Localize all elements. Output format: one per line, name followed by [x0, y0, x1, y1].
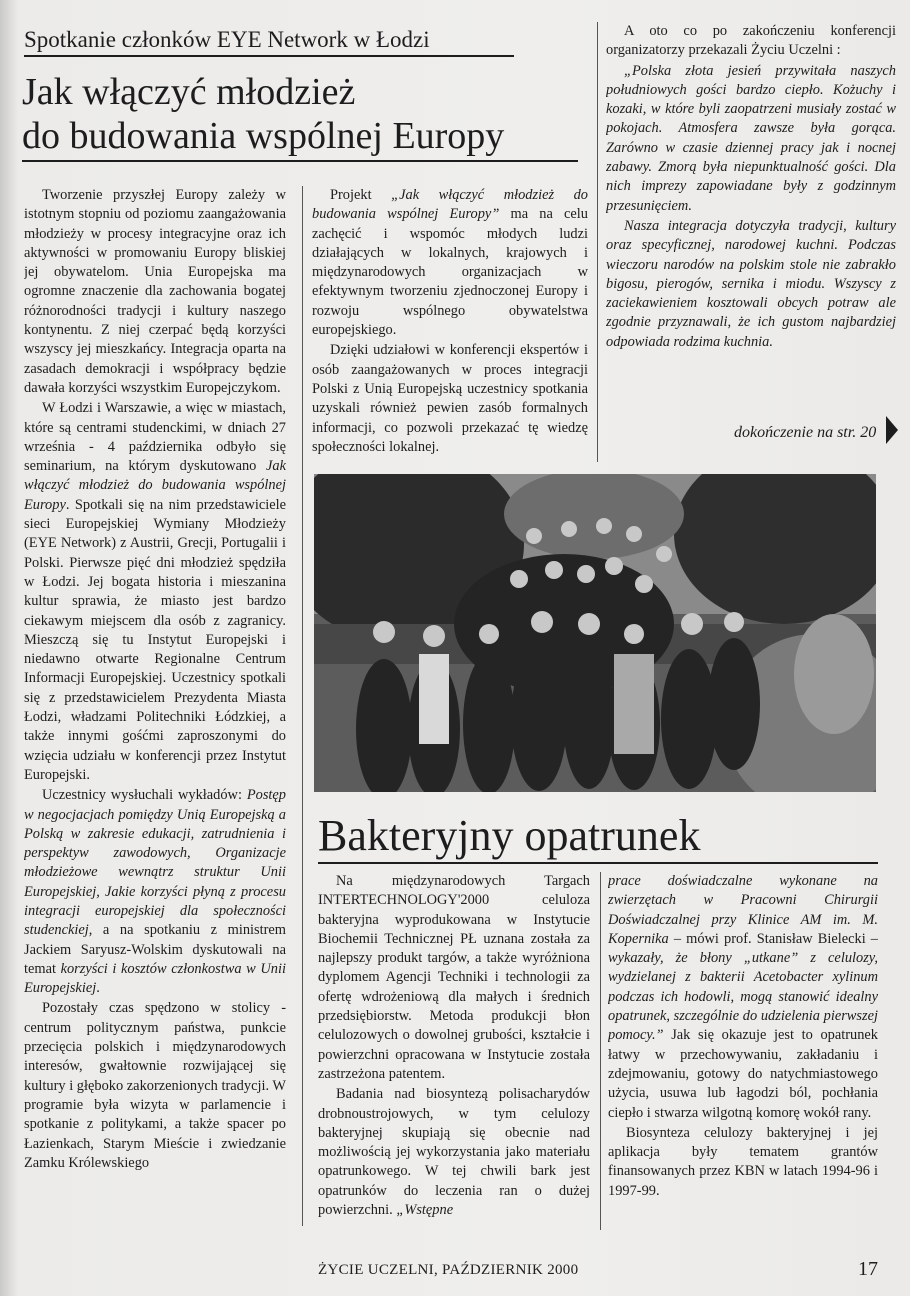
paragraph: A oto co po zakończeniu konferencji organizatorzy przekazali Życiu Uczelni :	[606, 23, 896, 59]
paragraph: prace doświadczalne wykonane na zwierzętach w Pracowni Chirurgii Doświadczalnej przy Klinice AM im. M. Kopernika – mówi prof. Stanisław Bielecki – wykazały, że błony „utkane” z celulozy, wydzielanej z bakterii Acetobacter xylinum podczas ich hodowli, mogą stanowić idealny opatrunek, szczególnie do udzielenia pierwszej pomocy.” Jak się okazuje jest to opatrunek łatwy w przechowywaniu, zakładaniu i zdejmowaniu, gotowy do natychmiastowego użycia, usuwa lub łagodzi ból, pochłania ciepło i stwarza wilgotną komorę wokół rany.	[608, 873, 878, 1121]
column-divider	[600, 872, 601, 1230]
paragraph: Badania nad biosyntezą polisacharydów drobnoustrojowych, w tym celulozy bakteryjnej skupiają się obecnie nad możliwością jej wykorzystania jako materiału opatrunkowego. W tej chwili bark jest opatrunków do leczenia ran o dużej powierzchni. „Wstępne	[318, 1086, 590, 1219]
group-photo-image	[314, 474, 876, 792]
paragraph: Tworzenie przyszłej Europy zależy w istotnym stopniu od poziomu zaangażowania młodzieży w procesy integracyjne oraz ich aktywności w promowaniu Europy bliskiej jej obywatelom. Unia Europejska ma ogromne znaczenie dla zachowania bogatej różnorodności tradycji i kultury naszego kontynentu. Z niej czerpać będą korzyści wszyscy jej mieszkańcy. Integracja oparta na zasadach demokracji i współpracy będzie dawała korzyści wszystkim Europejczykom.	[24, 187, 286, 396]
quote-paragraph: „Polska złota jesień przywitała naszych południowych gości bardzo ciepło. Kożuchy i kozaki, w które byli zaopatrzeni musiały zostać w pokojach. Atmosfera zawsze była gorąca. Zarówno w czasie dziennej pracy jak i nocnej zabawy. Zmorą była niepunktualność gości. Dla nich imprezy zapowiadane były z godzinnym przesunięciem.	[606, 62, 896, 214]
article2-column-1	[318, 872, 590, 1230]
quote-paragraph: Nasza integracja dotyczyła tradycji, kultury oraz specyficznej, narodowej kuchni. Podczas wieczoru narodów na polskim stole nie zabrakło bigosu, pierogów, sernika i miodu. Wszyscy z zaciekawieniem kosztowali obcych potraw ale zgodnie przyznawali, że ich gustom najbardziej odpowiada rodzima kuchnia.	[606, 217, 896, 350]
headline-line-1: Jak włączyć młodzież	[22, 71, 356, 113]
paragraph: Uczestnicy wysłuchali wykładów: Postęp w negocjacjach pomiędzy Unią Europejską a Polską w zakresie edukacji, zatrudnienia i perspektyw zawodowych, Organizacje młodzieżowe wewnątrz struktur Unii Europejskiej, Jakie korzyści płyną z procesu integracji europejskiej dla społeczności studenckiej, a na spotkaniu z ministrem Jackiem Saryusz-Wolskim dyskutowali na temat korzyści i kosztów członkostwa w Unii Europejskiej.	[24, 787, 286, 997]
paragraph: Projekt „Jak włączyć młodzież do budowania wspólnej Europy” ma na celu zachęcić i wspomóc młodych ludzi działających w lokalnych, krajowych i międzynarodowych organizacjach w efektywnym tworzeniu zjednoczonej Europy i rozwoju wspólnego obywatelstwa europejskiego.	[312, 187, 588, 339]
column-divider	[302, 186, 303, 1226]
headline-rule	[22, 160, 578, 162]
paragraph: Pozostały czas spędzono w stolicy - centrum politycznym państwa, punkcie przecięcia polskich i międzynarodowych interesów, gwałtownie rozwijającej się kultury i głęboko zakorzenionych tradycji. W programie była wizyta w parlamencie i spotkanie z politykami, a także spacer po Łazienkach, Starym Mieście i zwiedzanie Zamku Królewskiego	[24, 1000, 286, 1171]
article-kicker: Spotkanie członków EYE Network w Łodzi	[24, 26, 514, 57]
article1-column-1	[24, 186, 286, 1230]
article2-headline: Bakteryjny opatrunek	[318, 811, 701, 860]
paragraph: W Łodzi i Warszawie, a więc w miastach, które są centrami studenckimi, w dniach 27 września - 4 października odbyło się seminarium, na którym dyskutowano Jak włączyć młodzież do budowania wspólnej Europy. Spotkali się na nim przedstawiciele sieci Europejskiej Wymiany Młodzieży (EYE Network) z Austrii, Grecji, Portugalii i Polski. Pierwsze pięć dni młodzież spędziła w Łodzi. Jej bogata historia i mieszanina kultur sprawia, że miasto jest bardzo ciekawym miejscem dla osób z zagranicy. Mieszczą się tu Instytut Europejski i niedawno otwarte Regionalne Centrum Informacji Europejskiej. Uczestnicy spotkali się z przedstawicielem Prezydenta Miasta Łodzi, władzami Politechniki Łódzkiej, a także innymi gośćmi zaproszonymi do wzięcia udziału w konferencji przez Instytut Europejski.	[24, 400, 286, 783]
headline-rule	[318, 862, 878, 864]
column-divider	[597, 22, 598, 462]
paragraph: Dzięki udziałowi w konferencji ekspertów i osób zaangażowanych w proces integracji Polski z Unią Europejską uczestnicy spotkania uzyskali również pewien zasób formalnych informacji, co pozwoli przekazać tę wiedzę społeczności lokalnej.	[312, 342, 588, 455]
continued-note: dokończenie na str. 20	[734, 424, 877, 441]
article-headline	[22, 70, 582, 158]
article2-column-2	[608, 872, 878, 1230]
page-number: 17	[858, 1258, 878, 1280]
paragraph: Biosynteza celulozy bakteryjnej i jej aplikacja były tematem grantów finansowanych przez KBN w latach 1994-96 i 1997-99.	[608, 1124, 878, 1199]
continued-arrow-icon	[886, 416, 898, 444]
headline-line-2: do budowania wspólnej Europy	[22, 115, 505, 157]
publication-footer: ŻYCIE UCZELNI, PAŹDZIERNIK 2000	[318, 1262, 579, 1278]
group-photo	[314, 474, 876, 792]
article1-column-3	[606, 22, 896, 414]
article1-column-2	[312, 186, 588, 462]
paragraph: Na międzynarodowych Targach INTERTECHNOLOGY'2000 celuloza bakteryjna wyprodukowana w Instytucie Biochemii Technicznej PŁ uznana została za najlepszy produkt targów, a także wyróżniona dyplomem Agencji Techniki i technologii za ofertę wdrożeniową dla małych i średnich przedsiębiorstw. Metoda produkcji błon celulozowych o dowolnej grubości, kształcie i powierzchni opracowana w Instytucie została zastrzeżona patentem.	[318, 873, 590, 1082]
